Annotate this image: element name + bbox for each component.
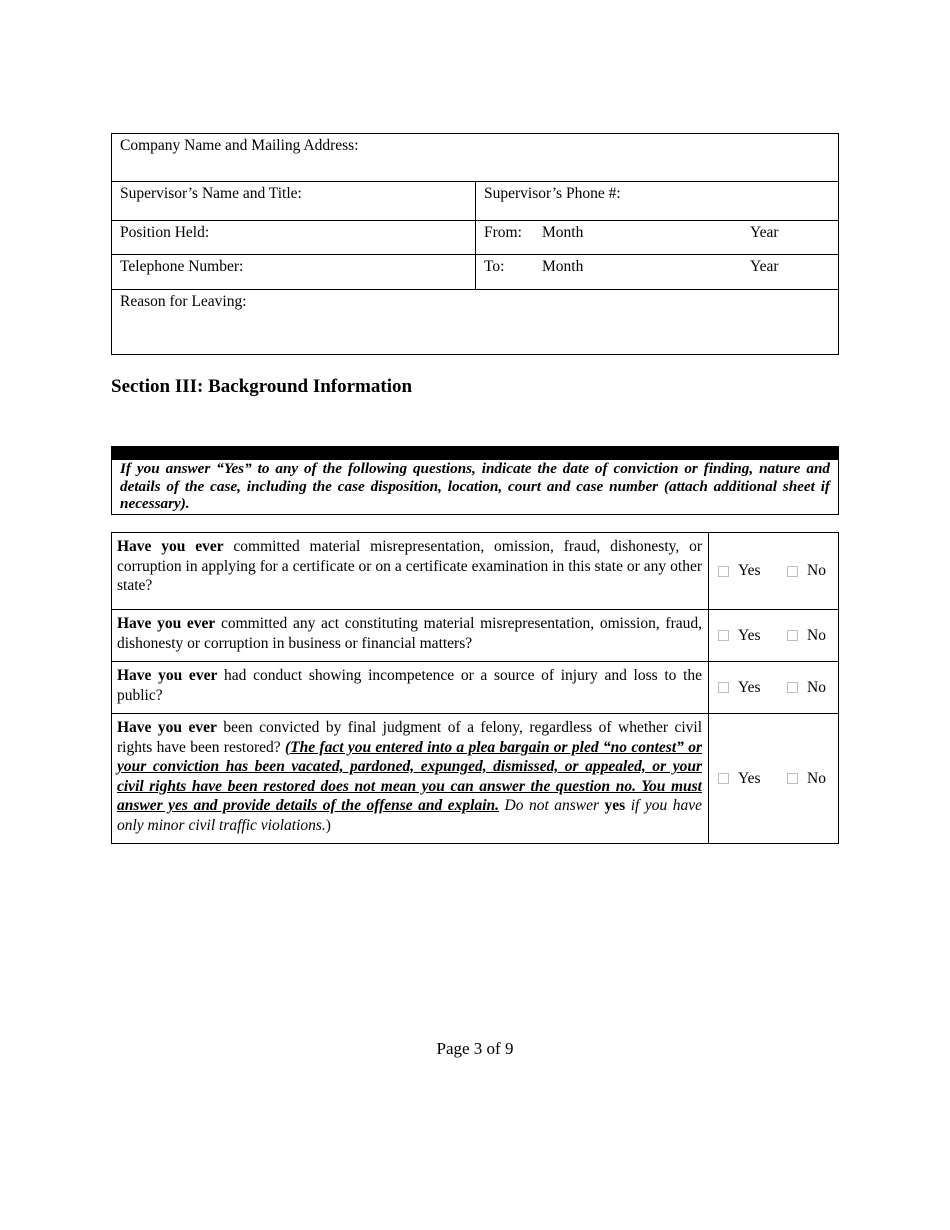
question-2-body: committed any act constituting material misrepresentation, omission, fraud, dishonesty or corruption in business or financial matters?	[117, 615, 702, 652]
to-month-label: Month	[542, 258, 584, 275]
position-cell[interactable]	[112, 221, 476, 255]
supervisor-name-label: Supervisor’s Name and Title:	[120, 185, 302, 202]
question-lead: Have you ever	[117, 538, 224, 555]
checkbox-icon[interactable]	[718, 773, 729, 784]
question-row	[112, 714, 839, 844]
q2-yes-option[interactable]	[718, 626, 761, 646]
q1-yes-option[interactable]	[718, 561, 761, 581]
supervisor-phone-label: Supervisor’s Phone #:	[484, 185, 621, 202]
questions-table	[111, 532, 839, 844]
question-row	[112, 662, 839, 714]
no-label: No	[807, 678, 826, 696]
checkbox-icon[interactable]	[787, 566, 798, 577]
telephone-cell[interactable]	[112, 255, 476, 290]
question-1-body: committed material misrepresentation, omission, fraud, dishonesty, or corruption in applying for a certificate or on a certificate examination in this state or any other state?	[117, 538, 703, 594]
to-label: To:	[484, 258, 505, 275]
checkbox-icon[interactable]	[787, 682, 798, 693]
question-4-close: )	[325, 816, 331, 834]
checkbox-icon[interactable]	[718, 682, 729, 693]
question-3-text	[112, 662, 709, 714]
q2-no-option[interactable]	[787, 626, 826, 646]
section-title: Section III: Background Information	[111, 376, 413, 397]
question-4-emphasis: (The fact you entered into a plea bargain or pled “no contest” or your conviction has been vacated, pardoned, expunged, dismissed, or appealed, or your civil rights have been restored does not mean you can answer the question no. You must answer yes and provide details of the offense and explain.	[117, 738, 702, 814]
supervisor-name-cell[interactable]	[112, 182, 476, 221]
telephone-label: Telephone Number:	[120, 258, 244, 275]
yes-label: Yes	[738, 562, 761, 580]
question-4-note-a: Do not answer	[504, 797, 600, 814]
q4-no-option[interactable]	[787, 769, 826, 789]
to-date-cell[interactable]	[476, 255, 839, 290]
question-3-body: had conduct showing incompetence or a source of injury and loss to the public?	[117, 667, 703, 704]
reason-cell[interactable]	[112, 290, 839, 355]
company-label: Company Name and Mailing Address:	[120, 137, 359, 154]
employment-table	[111, 133, 839, 355]
from-year-label: Year	[750, 224, 779, 241]
question-row	[112, 533, 839, 610]
q4-yes-option[interactable]	[718, 769, 761, 789]
instructions-box: If you answer “Yes” to any of the following questions, indicate the date of conviction or finding, nature and details of the case, including the case disposition, location, court and case number (attach additional sheet if necessary).	[111, 446, 839, 515]
checkbox-icon[interactable]	[718, 566, 729, 577]
checkbox-icon[interactable]	[787, 630, 798, 641]
answer-cell	[709, 610, 839, 662]
question-4-body: been convicted by final judgment of a felony, regardless of whether civil rights have been restored?	[117, 719, 703, 756]
yes-label: Yes	[738, 769, 761, 787]
question-lead: Have you ever	[117, 667, 218, 684]
supervisor-phone-cell[interactable]	[476, 182, 839, 221]
question-4-note-b: if you have only minor civil traffic violations.	[117, 797, 702, 834]
company-cell[interactable]	[112, 134, 839, 182]
position-label: Position Held:	[120, 224, 210, 241]
from-month-label: Month	[542, 224, 584, 241]
question-2-text	[112, 610, 709, 662]
yes-label: Yes	[738, 678, 761, 696]
reason-label: Reason for Leaving:	[120, 293, 247, 310]
question-lead: Have you ever	[117, 719, 217, 736]
yes-label: Yes	[738, 626, 761, 644]
checkbox-icon[interactable]	[718, 630, 729, 641]
q3-yes-option[interactable]	[718, 678, 761, 698]
question-1-text	[112, 533, 709, 610]
checkbox-icon[interactable]	[787, 773, 798, 784]
answer-cell	[709, 714, 839, 844]
no-label: No	[807, 769, 826, 787]
question-lead: Have you ever	[117, 615, 216, 632]
from-date-cell[interactable]	[476, 221, 839, 255]
to-year-label: Year	[750, 258, 779, 275]
answer-cell	[709, 662, 839, 714]
page-number: Page 3 of 9	[436, 1039, 514, 1058]
question-4-text	[112, 714, 709, 844]
q1-no-option[interactable]	[787, 561, 826, 581]
no-label: No	[807, 626, 826, 644]
from-label: From:	[484, 224, 522, 241]
q3-no-option[interactable]	[787, 678, 826, 698]
no-label: No	[807, 562, 826, 580]
answer-cell	[709, 533, 839, 610]
question-row	[112, 610, 839, 662]
question-4-note-yes: yes	[604, 797, 626, 814]
